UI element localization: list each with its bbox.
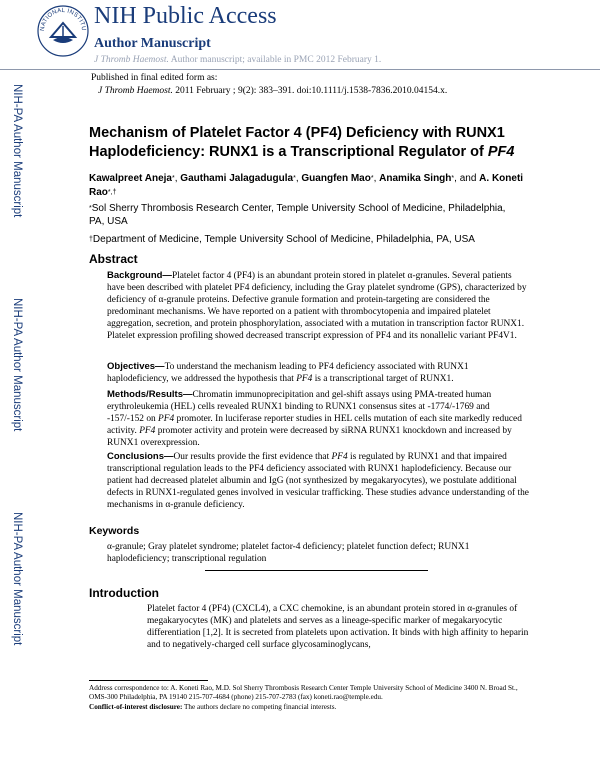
author-list (89, 172, 529, 200)
affiliation-1-text: Sol Sherry Thrombosis Research Center, Temple University School of Medicine, Philadelphia, PA, USA (89, 203, 506, 227)
background-label: Background— (107, 270, 172, 281)
author-name: Guangfen Mao (301, 173, 371, 184)
coi-label: Conflict-of-interest disclosure: (89, 703, 183, 711)
conclusions-label: Conclusions— (107, 451, 174, 462)
conclusions-text-end: is regulated by RUNX1 and that impaired transcriptional regulation leads to the PF4 deficiency associated with RUNX1 haplodeficiency. Because our patient had decreased platelet albumin and IgG (not synthesized by megakaryocytes), we postulate additional defects in RUNX1-regulated genes involved in vesicular trafficking. These studies advance understanding of the mechanisms in α-granule deficiency. (107, 452, 529, 511)
correspondence-footnote: Address correspondence to: A. Koneti Rao, M.D. Sol Sherry Thrombosis Research Center Temple University School of Medicine 3400 N. Broad St., OMS-300 Philadelphia, PA 19140 215-707-4684 (phone) 215-707-2783 (fax) koneti.rao@temple.edu. (89, 684, 518, 702)
coi-text: The authors declare no competing financial interests. (182, 703, 337, 711)
methods-gene: PF4 (158, 414, 175, 425)
author-name: Kawalpreet Aneja (89, 173, 172, 184)
affiliation-1-mark: * (89, 205, 92, 212)
nih-logo (36, 4, 90, 58)
svg-text:NATIONAL INSTITUTES OF HEALTH (36, 4, 86, 31)
nih-public-access-title: NIH Public Access (94, 3, 277, 29)
author-affiliation-mark: *,† (107, 189, 117, 196)
abstract-methods-results (107, 389, 529, 449)
conflict-of-interest-footnote (89, 703, 336, 711)
conclusions-text: Our results provide the first evidence that (173, 452, 332, 462)
objectives-label: Objectives— (107, 361, 165, 372)
objectives-text-end: is a transcriptional target of RUNX1. (312, 374, 454, 385)
author-separator: , (295, 173, 302, 184)
author-name: Anamika Singh (379, 173, 452, 184)
introduction-text: Platelet factor 4 (PF4) (CXCL4), a CXC chemokine, is an abundant protein stored in α-granules of megakaryocytes (MK) and platelets and serves as a lineage-specific marker of megakaryocytic differentiation [1,2]. It is secreted from platelets upon activation. It binds with high affinity to heparin and to negatively-charged cell surface glycosaminoglycans, (147, 604, 529, 651)
abstract-conclusions (107, 451, 529, 511)
background-text: Platelet factor 4 (PF4) is an abundant protein stored in platelet α-granules. Several patients have been described with platelet PF4 deficiency, including the Gray platelet syndrome (GPS), characterized by deficiency of α-granule proteins. Defective granule formation and protein-targeting are considered the predominant mechanisms. We have reported on a patient with thrombocytopenia and impaired platelet aggregation, secretion, and protein phosphorylation, associated with a mutation in transcription factor RUNX1. Platelet expression profiling showed decreased transcript expression of PF4 and its nonallelic variant PF4V1. (107, 271, 527, 342)
side-label-author-manuscript: NIH-PA Author Manuscript (11, 298, 23, 432)
article-title-gene: PF4 (487, 144, 515, 160)
author-name: Gauthami Jalagadugula (180, 173, 294, 184)
author-affiliation-mark: * (293, 175, 296, 182)
affiliation-2-mark: † (89, 236, 93, 243)
header-divider (0, 69, 600, 70)
author-affiliation-mark: * (451, 175, 455, 182)
citation-details: 2011 February ; 9(2): 383–391. doi:10.1111/j.1538-7836.2010.04154.x. (172, 86, 448, 96)
citation (98, 86, 447, 96)
methods-text-mid: promoter. In luciferase reporter studies in HEL cells mutation of each site markedly reduced activity. (107, 414, 522, 437)
author-separator: , and (454, 173, 480, 184)
abstract-heading: Abstract (89, 252, 138, 266)
affiliation-1 (89, 202, 519, 228)
methods-gene: PF4 (139, 426, 156, 437)
objectives-text: To understand the mechanism leading to PF4 deficiency associated with RUNX1 haplodeficiency, we addressed the hypothesis that (107, 362, 469, 385)
affiliation-2 (89, 233, 519, 246)
author-affiliation-mark: * (172, 175, 175, 182)
methods-text-end: promoter activity and protein were decreased by siRNA RUNX1 knockdown and increased by RUNX1 overexpression. (107, 426, 512, 449)
nih-seal-icon (36, 4, 90, 58)
footnote-divider (89, 680, 208, 681)
abstract-objectives (107, 361, 529, 385)
author-separator: , (373, 173, 380, 184)
author-name: A. Koneti Rao (89, 173, 524, 198)
article-title-main: Mechanism of Platelet Factor 4 (PF4) Deficiency with RUNX1 Haplodeficiency: RUNX1 is a Transcriptional Regulator of (89, 125, 505, 160)
keywords-text: α-granule; Gray platelet syndrome; platelet factor-4 deficiency; platelet function defect; RUNX1 haplodeficiency; transcriptional regulation (107, 542, 470, 564)
methods-text: Chromatin immunoprecipitation and gel-shift assays using PMA-treated human erythroleukemia (HEL) cells revealed RUNX1 binding to RUNX1 consensus sites at -1774/-1769 and -157/-152 on (107, 390, 492, 425)
availability-journal: J Thromb Haemost. (94, 55, 169, 65)
availability-line (94, 55, 381, 65)
side-label-author-manuscript: NIH-PA Author Manuscript (11, 512, 23, 646)
author-manuscript-subtitle: Author Manuscript (94, 36, 211, 51)
article-title (89, 124, 529, 162)
author-affiliation-mark: * (370, 175, 374, 182)
published-label: Published in final edited form as: (91, 73, 218, 83)
logo-arc-text: NATIONAL INSTITU (39, 7, 87, 32)
affiliation-2-text: Department of Medicine, Temple University School of Medicine, Philadelphia, PA, USA (92, 234, 475, 245)
introduction-heading: Introduction (89, 586, 159, 600)
side-label-author-manuscript: NIH-PA Author Manuscript (11, 84, 23, 218)
conclusions-gene: PF4 (331, 452, 348, 462)
author-separator: , (174, 173, 181, 184)
keywords-heading: Keywords (89, 525, 140, 537)
keywords-divider (205, 570, 428, 571)
objectives-gene: PF4 (296, 374, 313, 385)
availability-rest: Author manuscript; available in PMC 2012 February 1. (168, 55, 382, 65)
abstract-background (107, 270, 529, 343)
methods-label: Methods/Results— (107, 389, 193, 400)
citation-journal: J Thromb Haemost. (98, 86, 173, 96)
